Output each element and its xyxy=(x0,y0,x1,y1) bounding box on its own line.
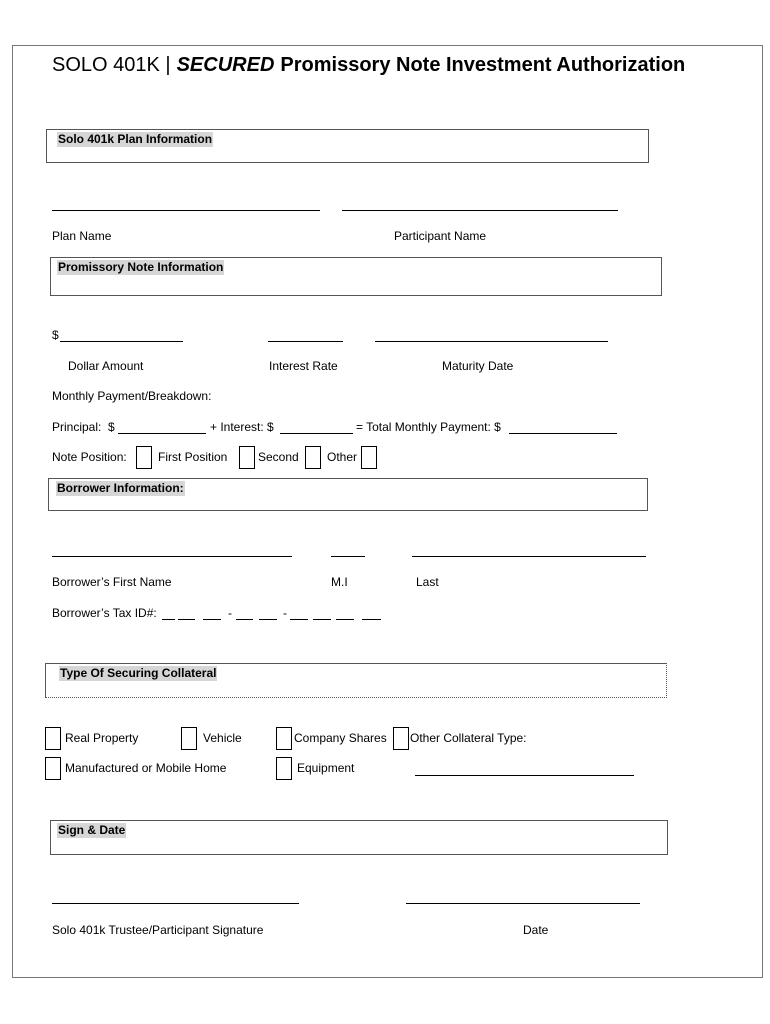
other-position-label: Other xyxy=(327,450,358,464)
maturity-date-label: Maturity Date xyxy=(442,359,514,373)
other-collateral-type-field[interactable] xyxy=(415,761,634,776)
date-field[interactable] xyxy=(406,889,640,904)
interest-field[interactable] xyxy=(280,419,353,434)
sign-heading: Sign & Date xyxy=(58,823,126,837)
note-position-label: Note Position: xyxy=(52,450,127,464)
tax-id-digit[interactable] xyxy=(236,605,253,620)
title-prefix: SOLO 401K | xyxy=(52,54,171,76)
tax-id-separator: - xyxy=(228,606,232,620)
borrower-info-heading: Borrower Information: xyxy=(57,481,184,495)
note-info-heading: Promissory Note Information xyxy=(58,260,224,274)
plan-name-field[interactable] xyxy=(52,196,320,211)
dollar-sign: $ xyxy=(52,328,59,342)
tax-id-digit[interactable] xyxy=(290,605,308,620)
tax-id-digit[interactable] xyxy=(336,605,354,620)
manufactured-home-label: Manufactured or Mobile Home xyxy=(65,761,227,775)
borrower-last-name-label: Last xyxy=(416,575,439,589)
monthly-payment-label: Monthly Payment/Breakdown: xyxy=(52,389,212,403)
collateral-heading: Type Of Securing Collateral xyxy=(60,666,217,680)
company-shares-checkbox[interactable] xyxy=(276,727,292,750)
interest-label: + Interest: $ xyxy=(210,420,274,434)
tax-id-digit[interactable] xyxy=(362,605,381,620)
total-payment-field[interactable] xyxy=(509,419,617,434)
first-position-label: First Position xyxy=(158,450,228,464)
participant-name-field[interactable] xyxy=(342,196,618,211)
plan-name-label: Plan Name xyxy=(52,229,112,243)
real-property-label: Real Property xyxy=(65,731,139,745)
principal-field[interactable] xyxy=(118,419,206,434)
second-position-label: Second xyxy=(258,450,299,464)
other-collateral-label: Other Collateral Type: xyxy=(410,731,527,745)
signature-field[interactable] xyxy=(52,889,299,904)
maturity-date-field[interactable] xyxy=(375,327,608,342)
equipment-label: Equipment xyxy=(297,761,355,775)
borrower-mi-field[interactable] xyxy=(331,542,365,557)
sign-section xyxy=(50,820,668,855)
vehicle-label: Vehicle xyxy=(203,731,242,745)
equipment-checkbox[interactable] xyxy=(276,757,292,780)
borrower-mi-label: M.I xyxy=(331,575,348,589)
title-rest: Promissory Note Investment Authorization xyxy=(280,54,686,76)
total-payment-label: = Total Monthly Payment: $ xyxy=(356,420,501,434)
first-position-checkbox[interactable] xyxy=(136,446,152,469)
borrower-first-name-label: Borrower’s First Name xyxy=(52,575,172,589)
tax-id-digit[interactable] xyxy=(162,605,175,620)
tax-id-label: Borrower’s Tax ID#: xyxy=(52,606,157,620)
tax-id-digit[interactable] xyxy=(203,605,221,620)
participant-name-label: Participant Name xyxy=(394,229,487,243)
interest-rate-label: Interest Rate xyxy=(269,359,338,373)
dollar-amount-label: Dollar Amount xyxy=(68,359,144,373)
title-emphasis: SECURED xyxy=(176,54,275,76)
real-property-checkbox[interactable] xyxy=(45,727,61,750)
other-position-trailing-checkbox[interactable] xyxy=(361,446,377,469)
date-label: Date xyxy=(523,923,549,937)
other-position-checkbox[interactable] xyxy=(305,446,321,469)
plan-info-heading: Solo 401k Plan Information xyxy=(58,132,213,146)
company-shares-label: Company Shares xyxy=(294,731,387,745)
interest-rate-field[interactable] xyxy=(268,327,343,342)
borrower-first-name-field[interactable] xyxy=(52,542,292,557)
vehicle-checkbox[interactable] xyxy=(181,727,197,750)
signature-label: Solo 401k Trustee/Participant Signature xyxy=(52,923,264,937)
dollar-amount-field[interactable] xyxy=(60,327,183,342)
other-collateral-checkbox[interactable] xyxy=(393,727,409,750)
manufactured-home-checkbox[interactable] xyxy=(45,757,61,780)
principal-label: Principal: $ xyxy=(52,420,115,434)
second-position-checkbox[interactable] xyxy=(239,446,255,469)
tax-id-digit[interactable] xyxy=(313,605,331,620)
tax-id-digit[interactable] xyxy=(178,605,195,620)
tax-id-digit[interactable] xyxy=(259,605,277,620)
borrower-last-name-field[interactable] xyxy=(412,542,646,557)
page-title xyxy=(52,52,685,78)
tax-id-separator: - xyxy=(283,606,287,620)
